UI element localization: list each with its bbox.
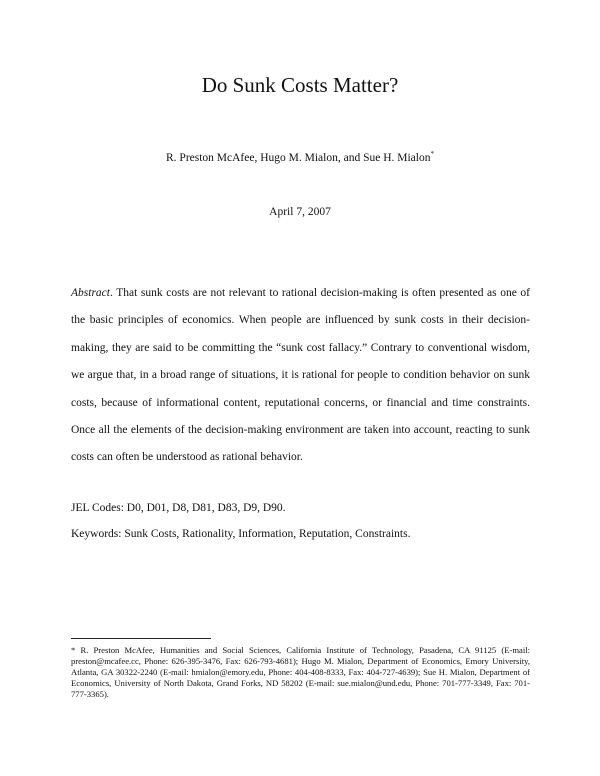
abstract-label: Abstract bbox=[71, 287, 110, 299]
author-footnote: * R. Preston McAfee, Humanities and Social Sciences, California Institute of Technology, Pasadena, CA 91125 (E-mail: preston@mcafee.cc, Phone: 626-395-3476, Fax: 626-793-4681); Hugo M. Mialon, Department of Economics, Emory University, Atlanta, GA 30322-2240 (E-mail: hmialon@emory.edu, Phone: 404-408-8333, Fax: 404-727-4639); Sue H. Mialon, Department of Economics, University of North Dakota, Grand Forks, ND 58202 (E-mail: sue.mialon@und.edu, Phone: 701-777-3349, Fax: 701-777-3365). bbox=[71, 645, 530, 699]
abstract-paragraph bbox=[71, 280, 530, 472]
footnote-divider bbox=[71, 638, 211, 639]
author-line bbox=[0, 150, 600, 166]
paper-title: Do Sunk Costs Matter? bbox=[201, 73, 399, 97]
author-names: R. Preston McAfee, Hugo M. Mialon, and Sue H. Mialon bbox=[166, 152, 431, 164]
paper-date: April 7, 2007 bbox=[269, 206, 331, 218]
jel-codes: JEL Codes: D0, D01, D8, D81, D83, D9, D90. bbox=[71, 502, 286, 514]
keywords: Keywords: Sunk Costs, Rationality, Information, Reputation, Constraints. bbox=[71, 528, 411, 540]
abstract-body: . That sunk costs are not relevant to rational decision-making is often presented as one of the basic principles of economics. When people are influenced by sunk costs in their decision-making, they are said to be committing the “sunk cost fallacy.” Contrary to conventional wisdom, we argue that, in a broad range of situations, it is rational for people to condition behavior on sunk costs, because of informational content, reputational concerns, or financial and time constraints. Once all the elements of the decision-making environment are taken into account, reacting to sunk costs can often be understood as rational behavior. bbox=[71, 287, 530, 464]
author-footnote-mark: * bbox=[430, 150, 434, 158]
